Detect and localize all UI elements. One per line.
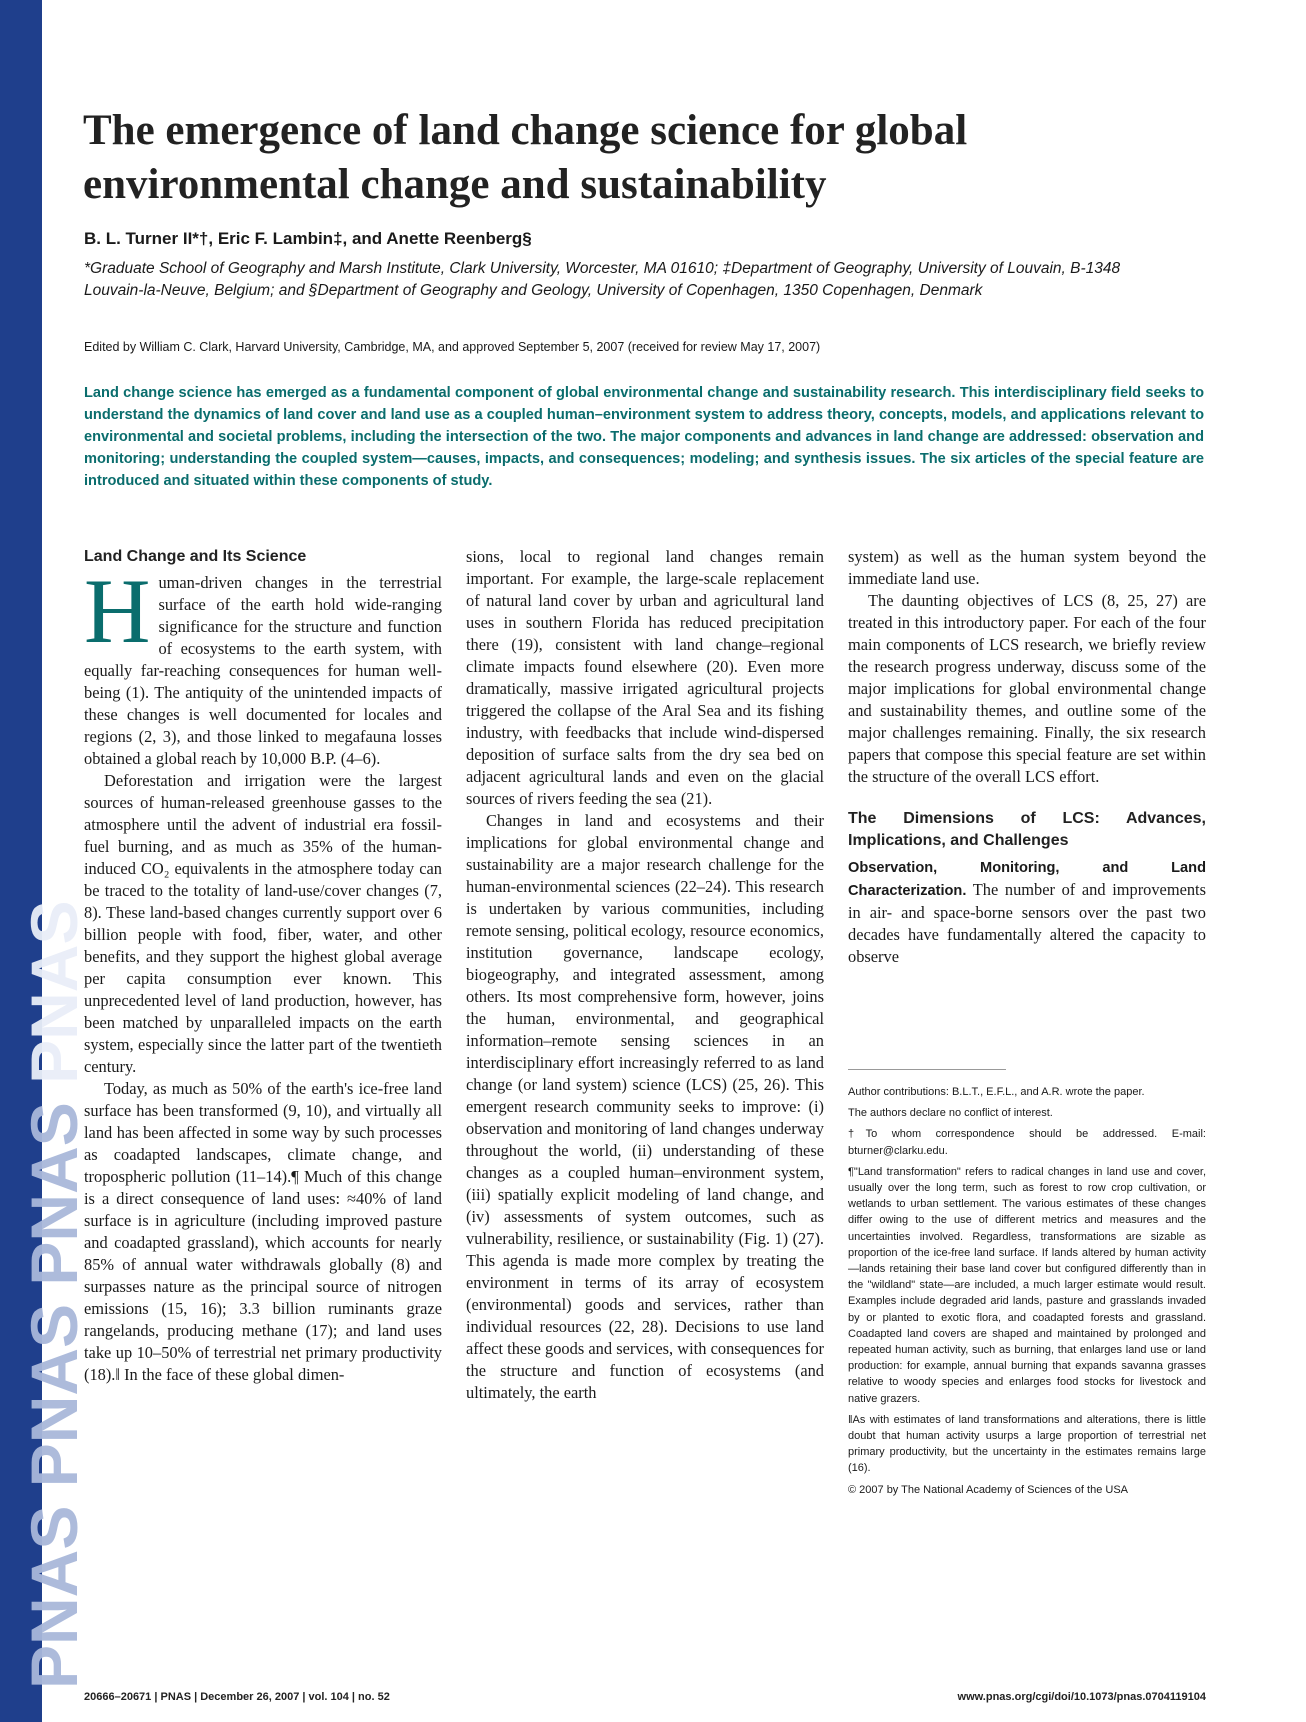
paragraph: Deforestation and irrigation were the largest sources of human-released greenhouse gasses to the atmosphere until the advent of industrial era fossil-fuel burning, and as much as 35% of the human-induced CO₂ equivalents in the atmosphere today can be traced to the totality of land-use/cover changes (7, 8). These land-based changes currently support over 6 billion people with food, fiber, water, and other benefits, and they support the highest global average per capita consumption ever known. This unprecedented level of land production, however, has been matched by unparalleled impacts on the earth system, especially since the latter part of the twentieth century.: [84, 771, 442, 1076]
authors: B. L. Turner II*†, Eric F. Lambin‡, and Anette Reenberg§: [84, 229, 532, 248]
footnote-land-transformation: ¶"Land transformation" refers to radical changes in land use and cover, usually over the long term, such as forest to row crop cultivation, or wetlands to urban settlement. The various estimates of these changes differ owing to the use of different metrics and measures and the uncertainties involved. Regardless, transformations are sizable as proportion of the ice-free land surface. If lands altered by human activity—lands retaining their base land cover but configured differently than in the "wildland" state—are included, a much larger estimate would result. Examples include degraded arid lands, pasture and grasslands invaded by or planted to exotic flora, and coadapted forests and grassland. Coadapted land covers are shaped and maintained by prolonged and repeated human activity, such as burning, that enlarges land use or land production: for example, annual burning that expands savanna grasses relative to woody species and enlarges food stocks for livestock and native grazers.: [848, 1165, 1206, 1405]
paragraph: The daunting objectives of LCS (8, 25, 27) are treated in this introductory paper. For each of the four main components of LCS research, we briefly review the research progress underway, discuss some of the major implications for global environmental change and sustainability themes, and outline some of the major challenges remaining. Finally, the six research papers that compose this special feature are set within the structure of the overall LCS effort.: [848, 591, 1206, 786]
footnote-npp: ‖As with estimates of land transformations and alterations, there is little doubt that human activity usurps a large proportion of terrestrial net primary productivity, but the uncertainty in the estimates remains large (16).: [848, 1413, 1206, 1475]
article-title: The emergence of land change science for global environmental change and sustainability: [83, 107, 968, 208]
paragraph: [848, 856, 1206, 968]
footnote-rule: [848, 1069, 1006, 1070]
paragraph: [84, 560, 442, 770]
paragraph: Changes in land and ecosystems and their implications for global environmental change and sustainability are a major research challenge for the human-environmental sciences (22–24). This research is undertaken by various communities, including remote sensing, political ecology, resource economics, institution governance, landscape ecology, biogeography, and integrated assessment, among others. Its most comprehensive form, however, joins the human, environmental, and geographical information–remote sensing sciences in an interdisciplinary effort increasingly referred to as land change (or land system) science (LCS) (25, 26). This emergent research community seeks to improve: (i) observation and monitoring of land changes underway throughout the world, (ii) understanding of these changes as a coupled human–environment system, (iii) spatially explicit modeling of land change, and (iv) assessments of system outcomes, such as vulnerability, resilience, or sustainability (Fig. 1) (27). This agenda is made more complex by treating the environment in terms of its array of ecosystem (environmental) goods and services, rather than individual resources (22, 28). Decisions to use land affect these goods and services, with consequences for the structure and function of ecosystems (and ultimately, the earth: [466, 811, 824, 1402]
journal-sidebar-wordmark: [17, 189, 91, 1689]
paragraph: Today, as much as 50% of the earth's ice-free land surface has been transformed (9, 10), and virtually all land has been affected in some way by such processes as coadapted landscapes, climate change, and tropospheric pollution (11–14).¶ Much of this change is a direct consequence of land uses: ≈40% of land surface is in agriculture (including improved pasture and coadapted grassland), which accounts for nearly 85% of annual water withdrawals globally (8) and surpasses nature as the principal source of nitrogen emissions (15, 16); 3.3 billion ruminants graze rangelands, producing methane (17); and land uses take up 10–50% of terrestrial net primary productivity (18).‖ In the face of these global dimen-: [84, 1079, 442, 1384]
paragraph-text: The number of and improvements in air- and space-borne sensors over the past two decades have fundamentally altered the capacity to observe: [848, 880, 1206, 966]
section-heading: The Dimensions of LCS: Advances, Implications, and Challenges: [848, 810, 1206, 849]
column-3: [848, 546, 1206, 968]
sidebar-bright-text: PNAS: [17, 900, 91, 1084]
footnotes: [848, 1084, 1206, 1503]
sidebar-faded-text: PNAS PNAS PNAS: [17, 1102, 91, 1689]
paragraph: system) as well as the human system beyond the immediate land use.: [848, 547, 1206, 588]
paragraph-text: uman-driven changes in the terrestrial surface of the earth hold wide-ranging significance for the structure and function of ecosystems to the earth system, with equally far-reaching consequences for human well-being (1). The antiquity of the unintended impacts of these changes is well documented for locales and regions (2, 3), and those linked to megafauna losses obtained a global reach by 10,000 B.P. (4–6).: [84, 573, 442, 768]
journal-sidebar: [0, 0, 91, 1722]
doi-link[interactable]: www.pnas.org/cgi/doi/10.1073/pnas.0704119104: [957, 1691, 1206, 1703]
footer-citation: 20666–20671 | PNAS | December 26, 2007 | vol. 104 | no. 52: [84, 1691, 390, 1703]
footnote-contributions: Author contributions: B.L.T., E.F.L., and A.R. wrote the paper.: [848, 1086, 1145, 1098]
abstract: Land change science has emerged as a fundamental component of global environmental change and sustainability research. This interdisciplinary field seeks to understand the dynamics of land cover and land use as a coupled human–environment system to address theory, concepts, models, and applications relevant to environmental and societal problems, including the intersection of the two. The major components and advances in land change are addressed: observation and monitoring; understanding the coupled system—causes, impacts, and consequences; modeling; and synthesis issues. The six articles of the special feature are introduced and situated within these components of study.: [84, 385, 1204, 489]
drop-cap: H: [84, 560, 151, 662]
column-1: [84, 546, 442, 1386]
subsection-lead: Observation, Monitoring, and Land Characterization.: [848, 860, 1206, 899]
section-heading: Land Change and Its Science: [84, 548, 307, 565]
paragraph: sions, local to regional land changes remain important. For example, the large-scale replacement of natural land cover by urban and agricultural land uses in southern Florida has reduced precipitation there (19), consistent with land change–regional climate impacts found elsewhere (20). Even more dramatically, massive irrigated agricultural projects triggered the collapse of the Aral Sea and its fishing industry, with feedbacks that include wind-dispersed deposition of surface salts from the dry sea bed on adjacent agricultural lands and even on the glacial sources of rivers feeding the sea (21).: [466, 547, 824, 808]
edited-by: Edited by William C. Clark, Harvard University, Cambridge, MA, and approved September 5, 2007 (received for review May 17, 2007): [84, 340, 821, 354]
column-2: [466, 546, 824, 1404]
copyright: © 2007 by The National Academy of Sciences of the USA: [848, 1483, 1129, 1496]
footnote-conflict: The authors declare no conflict of interest.: [848, 1107, 1053, 1120]
affiliations: *Graduate School of Geography and Marsh Institute, Clark University, Worcester, MA 01610; ‡Department of Geography, University of Louvain, B-1348 Louvain-la-Neuve, Belgium; and §Department of Geography and Geology, University of Copenhagen, 1350 Copenhagen, Denmark: [84, 260, 1121, 299]
footnote-correspondence: †To whom correspondence should be addressed. E-mail: bturner@clarku.edu.: [848, 1128, 1206, 1157]
